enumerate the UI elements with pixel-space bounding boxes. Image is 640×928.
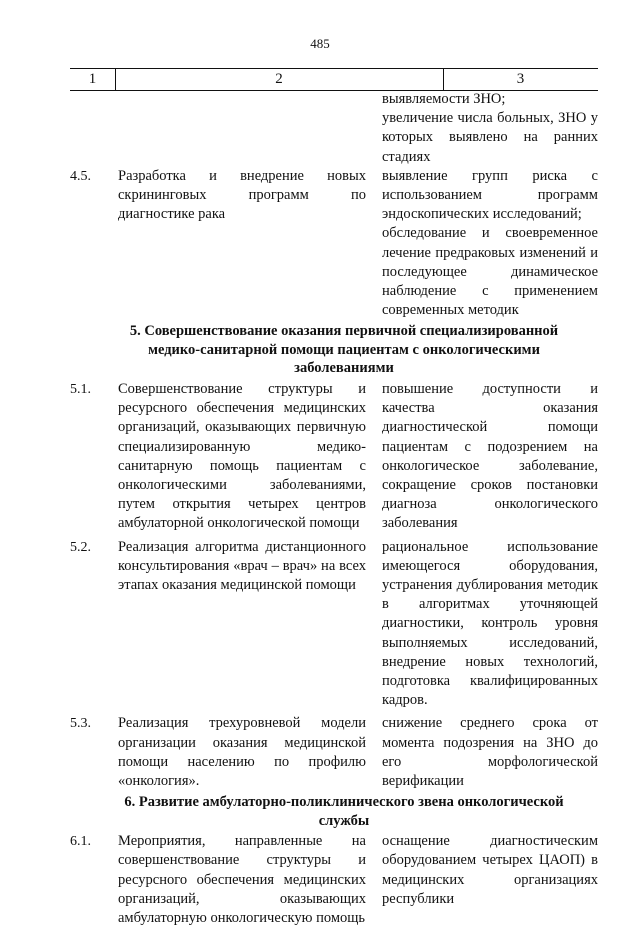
table-body — [70, 90, 598, 928]
table-row — [70, 538, 598, 711]
item-measure: Совершенствование структуры и ресурсного обеспечения медицинских организаций, оказывающих первичную специализированную медико-санитарную помощь пациентам с онкологическими заболеваниями, путем открытия четырех центров амбулаторной онкологической помощи — [118, 380, 366, 532]
table-row — [70, 167, 598, 321]
table-header — [70, 68, 598, 91]
section-heading: 6. Развитие амбулаторно-поликлинического звена онкологической службы — [124, 794, 564, 829]
continuation-text: выявляемости ЗНО; — [382, 91, 506, 107]
section-heading: 5. Совершенствование оказания первичной специализированной медико-санитарной помощи пациентам с онкологическими заболеваниями — [129, 323, 559, 377]
item-result: обследование и своевременное лечение предраковых изменений и последующее динамическое наблюдение с применением современных методик — [382, 225, 598, 319]
item-result: выявление групп риска с использованием программ эндоскопических исследований; — [382, 167, 598, 223]
item-number: 6.1. — [70, 834, 91, 850]
header-col3: 3 — [516, 71, 525, 87]
item-result: рациональное использование имеющегося оборудования, устранения дублирования методик в алгоритмах уточняющей диагностики, контроль уровня выполняемых исследований, внедрение новых технологий, подготовка квалифицированных кадров. — [382, 538, 598, 709]
item-result: повышение доступности и качества оказания диагностической помощи пациентам с подозрением на онкологическое заболевание, сокращение сроков постановки диагноза онкологического заболевания — [382, 380, 598, 532]
header-col1: 1 — [70, 69, 116, 90]
item-number: 5.2. — [70, 539, 91, 555]
item-number: 5.3. — [70, 716, 91, 732]
item-number: 5.1. — [70, 381, 91, 397]
table-row — [70, 832, 598, 928]
item-measure: Разработка и внедрение новых скрининговых программ по диагностике рака — [118, 167, 366, 223]
header-col2: 2 — [115, 69, 444, 90]
continuation-row — [70, 90, 598, 167]
table-row — [70, 380, 598, 534]
table-row — [70, 714, 598, 791]
item-measure: Реализация алгоритма дистанционного консультирования «врач – врач» на всех этапах оказания медицинской помощи — [118, 538, 366, 593]
item-measure: Мероприятия, направленные на совершенствование структуры и ресурсного обеспечения медицинских организаций, оказывающих амбулаторную онкологическую помощь — [118, 833, 366, 927]
page-number: 485 — [310, 36, 330, 51]
item-measure: Реализация трехуровневой модели организации оказания медицинской помощи населению по профилю «онкология». — [118, 715, 366, 789]
item-result: оснащение диагностическим оборудованием четырех ЦАОП) в медицинских организациях республики — [382, 833, 598, 907]
item-result: снижение среднего срока от момента подозрения на ЗНО до его морфологической верификации — [382, 715, 598, 789]
item-number: 4.5. — [70, 168, 91, 184]
continuation-text: увеличение числа больных, ЗНО у которых выявлено на ранних стадиях — [382, 110, 598, 165]
